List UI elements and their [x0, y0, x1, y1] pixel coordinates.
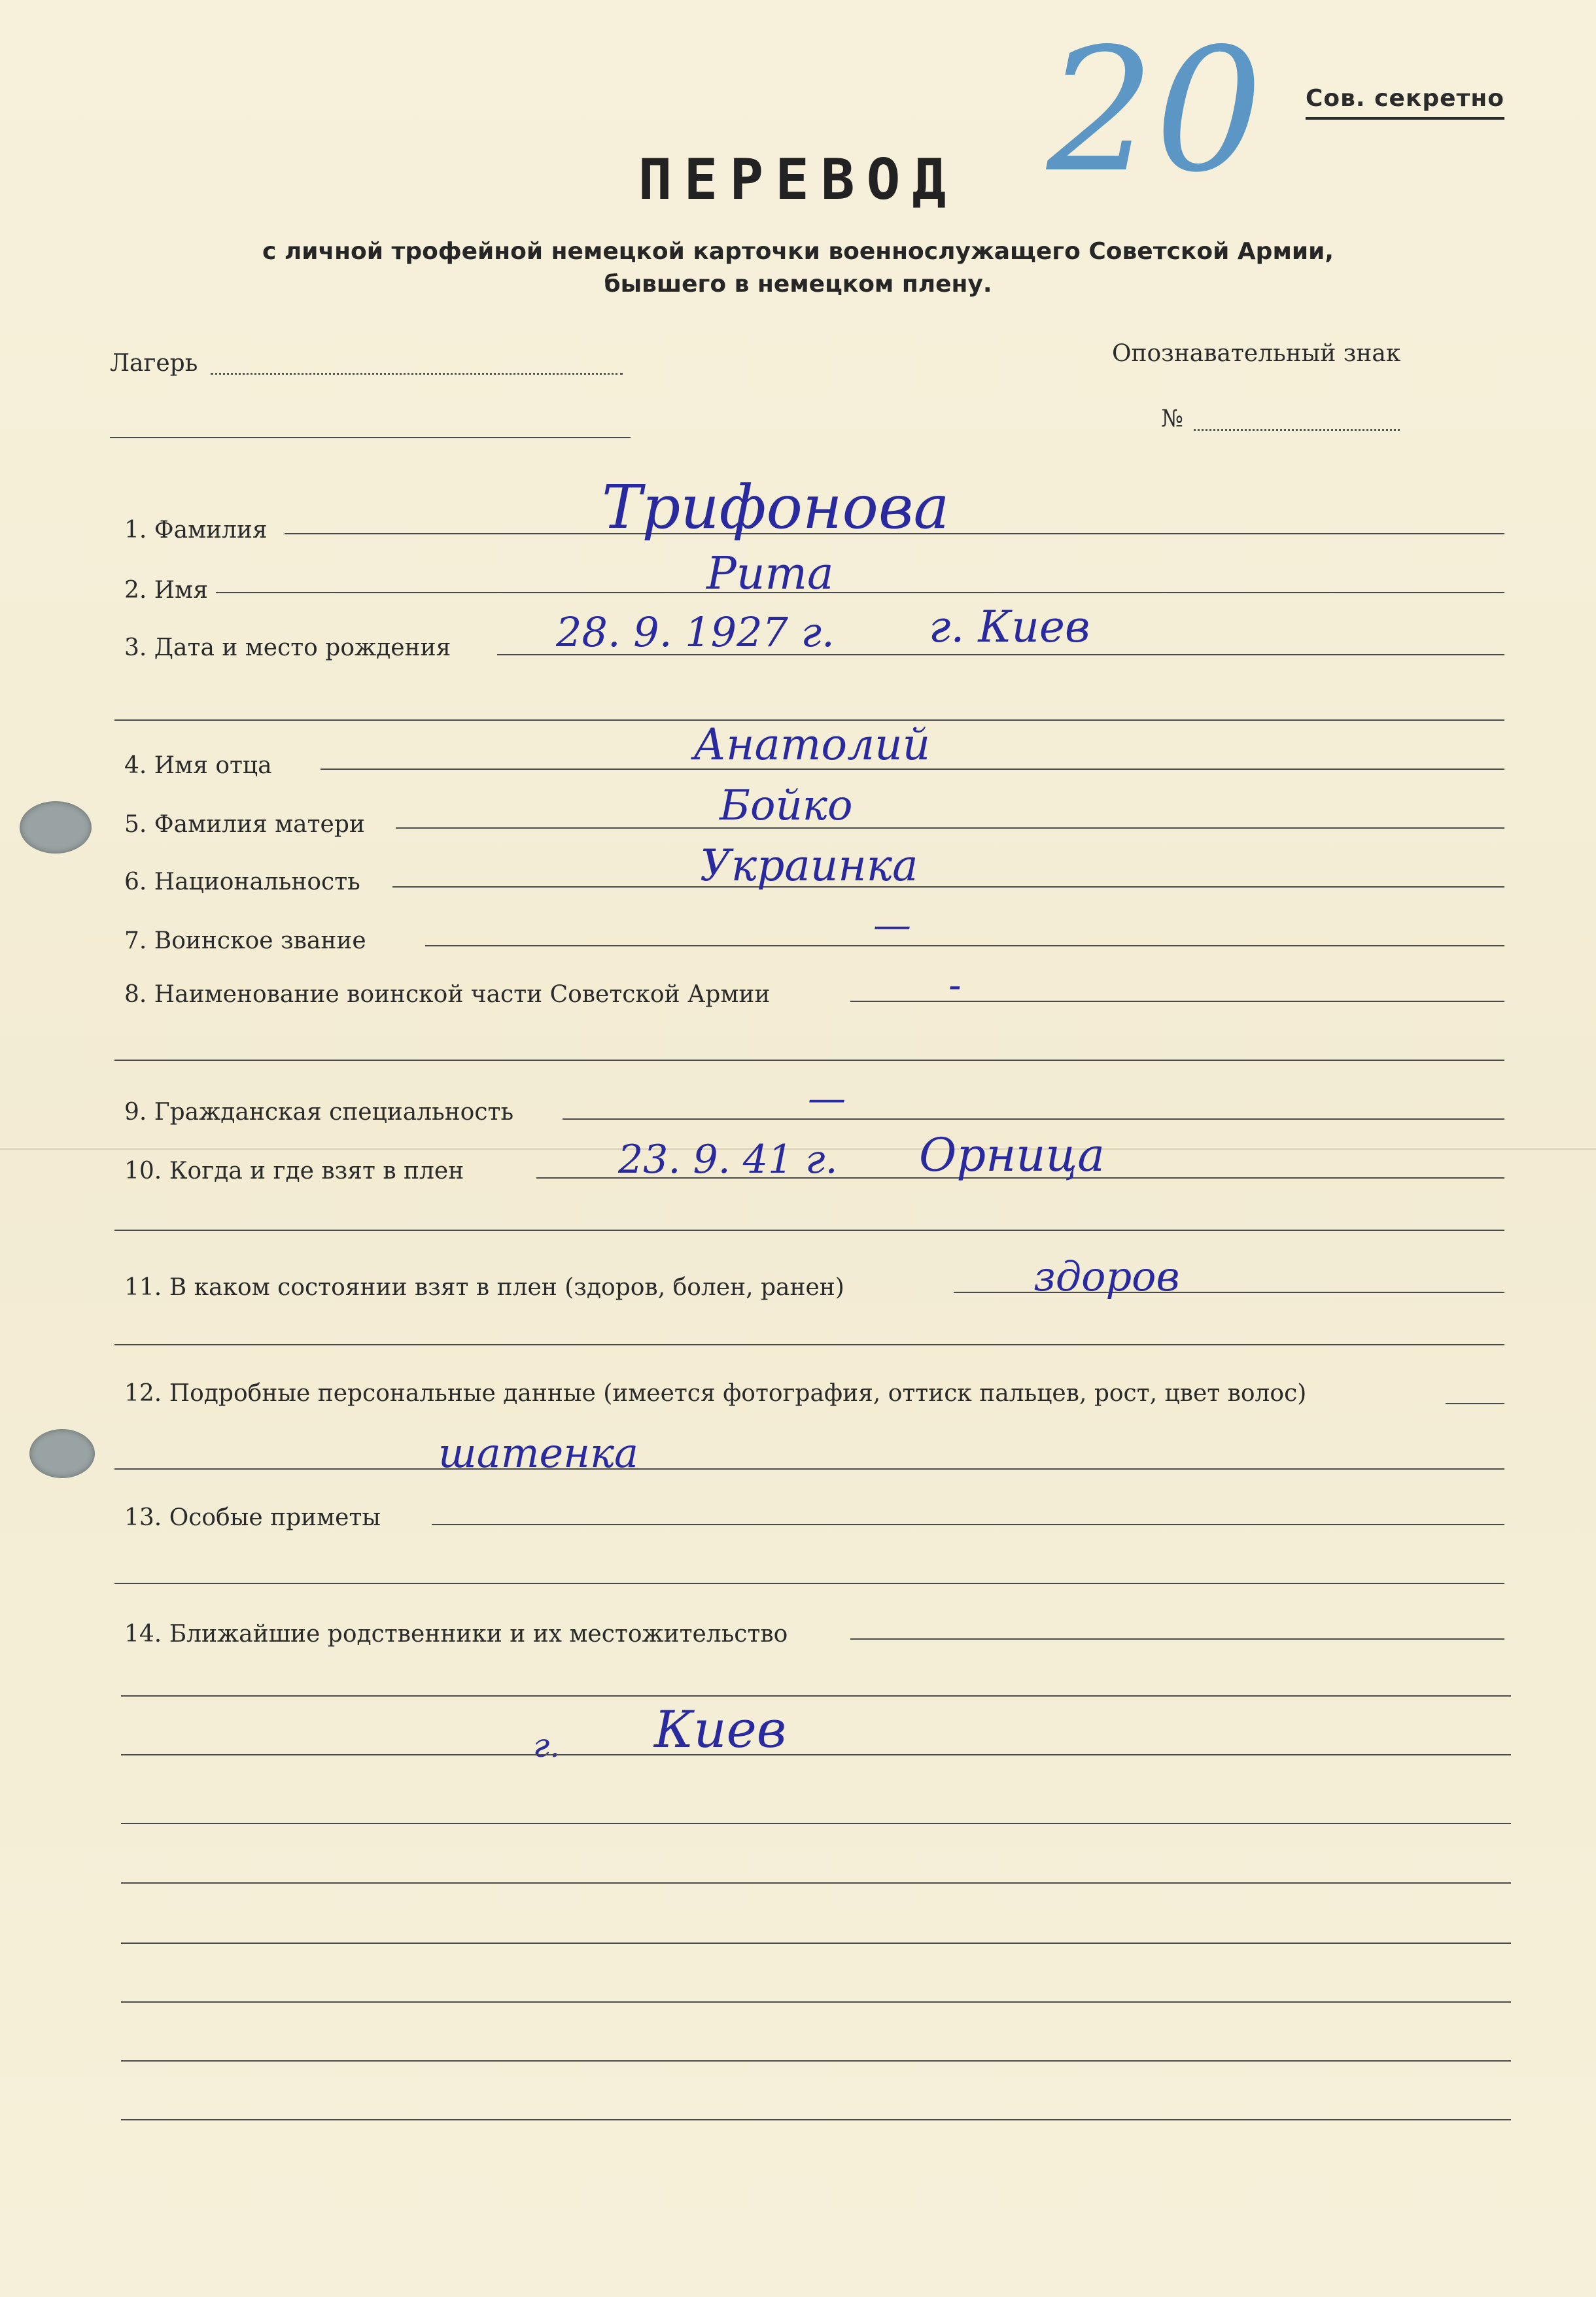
field-relatives-city-value: Киев	[654, 1701, 787, 1759]
field-birth-date-value: 28. 9. 1927 г.	[556, 608, 835, 656]
field-military-rank-value: —	[873, 903, 911, 947]
camp-label: Лагерь	[110, 350, 198, 377]
field-civil-profession-line[interactable]	[563, 1118, 1504, 1120]
field-personal-data-line-2[interactable]	[114, 1468, 1504, 1470]
field-father-name-label: 4. Имя отца	[124, 752, 272, 779]
camp-field[interactable]	[211, 373, 623, 375]
subtitle-line-1: с личной трофейной немецкой карточки военнослужащего Советской Армии,	[262, 238, 1334, 265]
field-surname-label: 1. Фамилия	[124, 517, 268, 544]
field-relatives-line[interactable]	[850, 1638, 1504, 1640]
field-birth-place-value: г. Киев	[929, 602, 1090, 652]
blank-line-5[interactable]	[121, 1943, 1511, 1944]
field-mother-surname-line[interactable]	[396, 827, 1504, 829]
field-capture-line-2[interactable]	[114, 1230, 1504, 1231]
field-special-marks-label: 13. Особые приметы	[124, 1504, 381, 1531]
blank-line-4[interactable]	[121, 1882, 1511, 1884]
field-military-rank-label: 7. Воинское звание	[124, 927, 366, 954]
field-personal-data-value: шатенка	[438, 1429, 639, 1477]
blank-line-2[interactable]	[121, 1754, 1511, 1755]
page-title: ПЕРЕВОД	[638, 147, 958, 213]
field-capture-date-value: 23. 9. 41 г.	[618, 1137, 838, 1183]
camp-field-line-2[interactable]	[110, 437, 631, 438]
field-first-name-line[interactable]	[216, 592, 1504, 593]
blank-line-1[interactable]	[121, 1695, 1511, 1697]
field-mother-surname-label: 5. Фамилия матери	[124, 811, 365, 838]
subtitle-line-2: бывшего в немецком плену.	[604, 271, 992, 298]
field-military-unit-label: 8. Наименование воинской части Советской Армии	[124, 981, 771, 1008]
field-civil-profession-label: 9. Гражданская специальность	[124, 1099, 514, 1126]
field-condition-label: 11. В каком состоянии взят в плен (здоров, болен, ранен)	[124, 1274, 844, 1301]
blank-line-8[interactable]	[121, 2119, 1511, 2120]
blank-line-7[interactable]	[121, 2060, 1511, 2062]
handwritten-document-number: 20	[1047, 12, 1263, 210]
id-number-field[interactable]	[1194, 429, 1400, 431]
field-nationality-value: Украинка	[700, 840, 918, 891]
field-birth-label: 3. Дата и место рождения	[124, 634, 451, 661]
field-special-marks-line-2[interactable]	[114, 1583, 1504, 1584]
field-first-name-value: Рита	[706, 548, 834, 600]
number-label: №	[1161, 406, 1184, 432]
field-personal-data-label: 12. Подробные персональные данные (имеется фотография, оттиск пальцев, рост, цвет волос)	[124, 1380, 1307, 1407]
page-subtitle	[0, 235, 1596, 301]
field-surname-value: Трифонова	[602, 472, 950, 542]
field-capture-label: 10. Когда и где взят в плен	[124, 1158, 464, 1184]
punch-hole-bottom	[29, 1429, 95, 1478]
field-capture-place-value: Орница	[919, 1128, 1105, 1182]
punch-hole-top	[20, 801, 92, 854]
secrecy-stamp: Сов. секретно	[1306, 85, 1504, 120]
field-first-name-label: 2. Имя	[124, 577, 208, 604]
field-personal-data-line[interactable]	[1446, 1403, 1504, 1404]
id-tag-label: Опознавательный знак	[1112, 340, 1401, 367]
blank-line-6[interactable]	[121, 2001, 1511, 2003]
blank-line-3[interactable]	[121, 1823, 1511, 1824]
field-father-name-value: Анатолий	[693, 719, 931, 770]
field-military-unit-line-2[interactable]	[114, 1060, 1504, 1061]
field-military-unit-value: -	[948, 963, 962, 1007]
field-civil-profession-value: —	[808, 1076, 846, 1120]
field-nationality-line[interactable]	[392, 886, 1504, 888]
field-relatives-prefix-value: г.	[533, 1727, 561, 1765]
field-mother-surname-value: Бойко	[720, 782, 853, 830]
field-relatives-label: 14. Ближайшие родственники и их местожительство	[124, 1621, 788, 1648]
field-condition-line-2[interactable]	[114, 1344, 1504, 1345]
field-special-marks-line[interactable]	[432, 1524, 1504, 1525]
field-military-rank-line[interactable]	[425, 945, 1504, 946]
field-condition-value: здоров	[1033, 1252, 1180, 1300]
field-nationality-label: 6. Национальность	[124, 869, 360, 895]
